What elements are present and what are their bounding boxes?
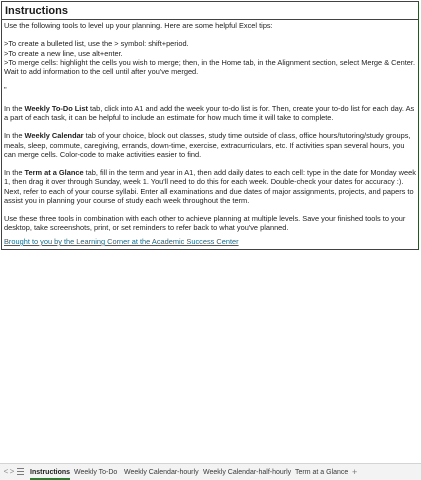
instructions-text (4, 21, 416, 233)
credit-link[interactable]: Brought to you by the Learning Corner at the Academic Success Center (4, 237, 239, 246)
tab-weekly-calendar-half-hourly[interactable]: Weekly Calendar-half-hourly (203, 469, 292, 476)
intro-line: Use the following tools to level up your planning. Here are some helpful Excel tips: (4, 21, 273, 30)
credit-cell[interactable] (1, 235, 419, 250)
tab-term-at-a-glance[interactable]: Term at a Glance (295, 469, 349, 476)
sheet-tab-bar (0, 463, 421, 480)
all-sheets-menu-icon[interactable] (17, 468, 24, 475)
tab-instructions[interactable]: Instructions (30, 466, 70, 479)
todo-tab-name: Weekly To-Do List (24, 103, 88, 113)
term-tab-name: Term at a Glance (24, 168, 84, 178)
tab-weekly-calendar-hourly[interactable]: Weekly Calendar-hourly (124, 469, 199, 476)
todo-paragraph: In the Weekly To-Do List tab, click into A1 and add the week your to-do list is for. Then, create your to-do list for each day. As a part of each task, it can be helpful to include an estimate for how much time it will take to complete. (4, 103, 415, 122)
calendar-tab-name: Weekly Calendar (24, 131, 84, 141)
next-sheet-arrow-icon[interactable]: > (9, 467, 15, 476)
title-cell[interactable] (1, 1, 419, 20)
closing-paragraph: Use these three tools in combination with each other to achieve planning at multiple levels. Save your finished tools to your desktop, take screenshots, print, or set reminders to refer back to what you've planned. (4, 214, 406, 233)
tip-bullets: >To create a bulleted list, use the > symbol: shift+period. (4, 39, 189, 49)
tip-new-line: >To create a new line, use alt+enter. (4, 48, 123, 58)
sheet-title: Instructions (5, 5, 68, 17)
instructions-cell[interactable] (1, 19, 419, 236)
term-paragraph: In the Term at a Glance tab, fill in the term and year in A1, then add daily dates to each cell: type in the date for Monday week 1, then drag it over through Sunday, week 1. You'll need to do this for each week. Double-check your dates for accuracy :). Next, refer to each of your course syllabi. Enter all examinations and due dates of major assignments, projects, and papers to assist you in planning your course of study each week throughout the term. (4, 168, 416, 205)
calendar-paragraph: In the Weekly Calendar tab of your choice, block out classes, study time outside of class, office hours/tutoring/study groups, meals, sleep, commute, caregiving, errands, down-time, exercise, extracurriculars, etc. If activities span several hours, you can merge cells. Color-code to make activities easier to find. (4, 131, 411, 159)
tip-merge-cells: >To merge cells: highlight the cells you wish to merge; then, in the Home tab, in the Alignment section, select Merge & Center. Wait to add information to the cell until after you've merged. (4, 57, 416, 76)
add-sheet-icon[interactable]: + (352, 467, 358, 477)
stray-quote: " (4, 85, 7, 95)
tab-weekly-to-do[interactable]: Weekly To-Do (74, 469, 118, 476)
prev-sheet-arrow-icon[interactable]: < (3, 467, 9, 476)
